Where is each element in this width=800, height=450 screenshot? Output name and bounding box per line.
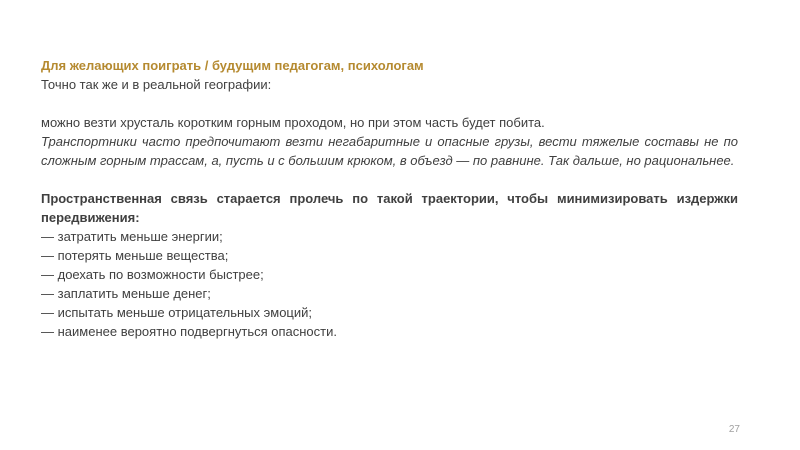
spacer: [41, 170, 738, 189]
list-item: — наименее вероятно подвергнуться опасности.: [41, 324, 337, 339]
slide-content: [41, 56, 738, 341]
list-item: — потерять меньше вещества;: [41, 248, 229, 263]
principle-text: Пространственная связь старается пролечь по такой траектории, чтобы минимизировать издержки передвижения:: [41, 191, 738, 225]
spacer: [41, 94, 738, 113]
example-text: можно везти хрусталь коротким горным проходом, но при этом часть будет побита.: [41, 115, 545, 130]
cost-list: [41, 227, 738, 341]
transport-paragraph: Транспортники часто предпочитают везти негабаритные и опасные грузы, вести тяжелые составы не по сложным горным трассам, а, пусть и с большим крюком, в объезд — по равнине. Так дальше, но рациональнее.: [41, 134, 738, 168]
list-item: — затратить меньше энергии;: [41, 229, 223, 244]
intro-text: Точно так же и в реальной географии:: [41, 77, 272, 92]
list-item: — заплатить меньше денег;: [41, 286, 211, 301]
list-item: — доехать по возможности быстрее;: [41, 267, 264, 282]
slide-heading: Для желающих поиграть / будущим педагогам, психологам: [41, 58, 424, 73]
page-number: 27: [728, 424, 740, 435]
list-item: — испытать меньше отрицательных эмоций;: [41, 305, 313, 320]
